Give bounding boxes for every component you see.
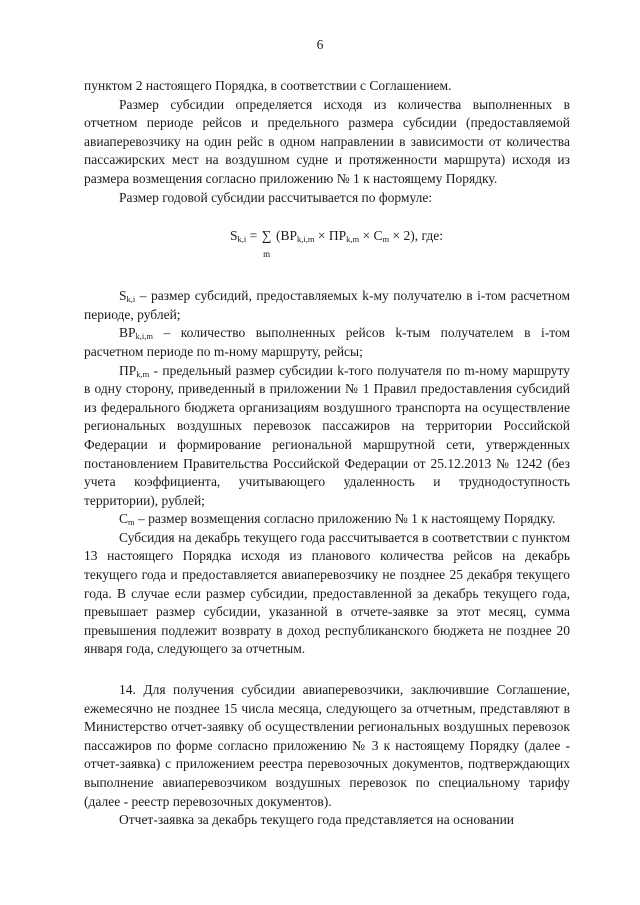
def-pr-text: - предельный размер субсидии k-того получателя по m-ному маршруту в одну сторону, приведенный в приложении № 1 Правил предоставления субсидий из федерального бюджета организациям воздушного транспорта на осуществление региональных воздушных перевозок пассажиров на территории Российской Федерации и формирование региональной маршрутной сети, утвержденных постановлением Правительства Российской Федерации от 25.12.2013 № 1242 (без учета коэффициента, учитывающего удаленность и труднодоступность территории), рублей; (84, 362, 570, 508)
formula-equals: = (246, 228, 261, 244)
document-body (84, 77, 570, 830)
def-c-sub: m (128, 517, 135, 528)
formula-times2: × C (359, 228, 383, 244)
formula-s-sub: k,i (237, 234, 247, 245)
page-number: 6 (316, 37, 324, 52)
paragraph-item-14: 14. Для получения субсидии авиаперевозчики, заключившие Соглашение, ежемесячно не позднее 15 числа месяца, следующего за отчетным, представляют в Министерство отчет-заявку об осуществлении региональных воздушных перевозок пассажиров по форме согласно приложению № 3 к настоящему Порядку (далее - отчет-заявка) с приложением реестра перевозочных документов, подтверждающих выполнение авиаперевозчиком воздушных перевозок по специальному тарифу (далее - реестр перевозочных документов). (84, 682, 570, 809)
formula-times1: × ПР (314, 228, 347, 244)
def-bp-symbol: BP (119, 325, 136, 341)
paragraph-subsidy-size: Размер субсидии определяется исходя из количества выполненных в отчетном периоде рейсов и предельного размера субсидии (предоставляемой авиаперевозчику на один рейс в одном направлении в зависимости от количества пассажирских мест на воздушном судне и протяженности маршрута) исходя из размера возмещения согласно приложению № 1 к настоящему Порядку. (84, 96, 570, 186)
def-bp-text: – количество выполненных рейсов k-тым получателем в i-том расчетном периоде по m-ному маршруту, рейсы; (84, 325, 570, 359)
formula-sum (261, 227, 273, 260)
formula-c-sub: m (382, 234, 390, 245)
def-c-symbol: C (119, 511, 129, 527)
def-pr-symbol: ПР (119, 362, 137, 378)
formula-tail: × 2), где: (389, 228, 443, 244)
section-gap (84, 659, 570, 681)
def-s-text: – размер субсидий, предоставляемых k-му получателю в i-том расчетном периоде, рублей; (84, 288, 570, 322)
definition-bp (84, 324, 570, 361)
def-s-sub: k,i (126, 294, 136, 305)
paragraph-december-subsidy: Субсидия на декабрь текущего года рассчитывается в соответствии с пунктом 13 настоящего Порядка исходя из планового количества рейсов на декабрь текущего года и предоставляется авиаперевозчику не позднее 25 декабря текущего года. В случае если размер субсидии, предоставленной за декабрь текущего года, превышает размер субсидии, указанной в отчете-заявке за этот месяц, сумма превышения подлежит возврату в доход республиканского бюджета не позднее 20 января года, следующего за отчетным. (84, 529, 570, 657)
def-c-text: – размер возмещения согласно приложению № 1 к настоящему Порядку. (134, 511, 556, 527)
formula-s: S (230, 228, 238, 244)
paragraph-december-report: Отчет-заявка за декабрь текущего года представляется на основании (119, 812, 515, 828)
def-bp-sub: k,i,m (135, 331, 153, 342)
sum-index: m (263, 249, 271, 260)
formula-line (230, 227, 443, 260)
def-s-symbol: S (119, 288, 127, 304)
def-pr-sub: k,m (136, 368, 150, 379)
definition-pr (84, 362, 570, 511)
paragraph-formula-intro: Размер годовой субсидии рассчитывается по формуле: (119, 189, 433, 205)
paragraph-continuation: пунктом 2 настоящего Порядка, в соответствии с Соглашением. (84, 78, 452, 93)
formula-pr-sub: k,m (346, 234, 360, 245)
formula-open: (BP (272, 228, 298, 244)
definition-s (84, 287, 570, 324)
subsidy-formula (84, 223, 570, 275)
sum-sign: ∑ (261, 228, 272, 244)
definition-c (84, 510, 570, 529)
formula-bp-sub: k,i,m (297, 234, 315, 245)
